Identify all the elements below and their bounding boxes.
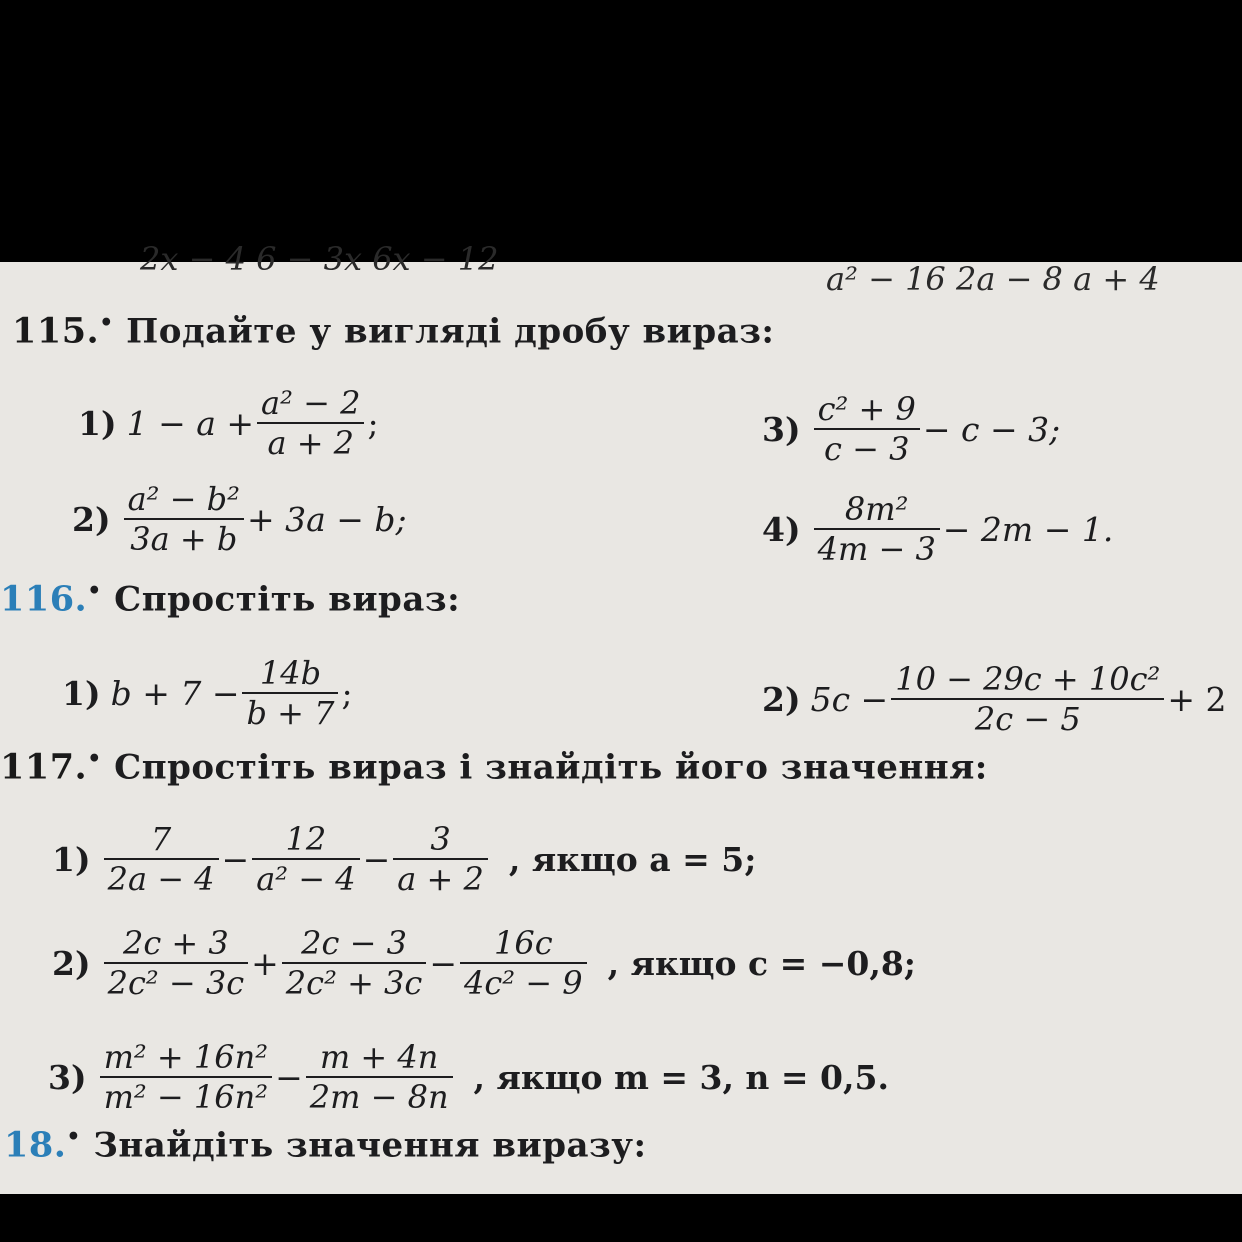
item-label: 3)	[48, 1057, 87, 1097]
expr-suffix: ;	[341, 673, 353, 713]
fraction	[393, 820, 488, 898]
exercise-number: 18.	[4, 1124, 67, 1166]
ex115-item-2	[72, 480, 407, 558]
difficulty-dot: •	[87, 746, 102, 772]
denominator: b + 7	[246, 694, 335, 732]
exercise-117-header	[0, 746, 988, 787]
expr-prefix: 5c −	[810, 679, 889, 719]
expr-prefix: 1 − a +	[126, 403, 255, 443]
fraction	[257, 384, 364, 462]
expr-suffix: − c − 3;	[922, 409, 1061, 449]
denominator: 2c − 5	[974, 700, 1081, 738]
exercise-116-header	[0, 578, 460, 619]
fraction	[891, 660, 1164, 738]
difficulty-dot: •	[99, 310, 114, 336]
ex115-item-3	[762, 390, 1060, 468]
condition: , якщо a = 5;	[508, 839, 757, 879]
exercise-118-header	[4, 1124, 647, 1165]
exercise-115-header	[12, 310, 774, 351]
fraction	[104, 924, 249, 1002]
item-label: 2)	[762, 679, 801, 719]
operator: −	[275, 1057, 303, 1097]
condition: , якщо m = 3, n = 0,5.	[473, 1057, 889, 1097]
denominator: 2a − 4	[107, 860, 215, 898]
exercise-title: Подайте у вигляді дробу вираз:	[126, 311, 775, 352]
condition: , якщо c = −0,8;	[607, 943, 916, 983]
exercise-number: 116.	[0, 578, 88, 620]
item-label: 2)	[72, 499, 111, 539]
expr-suffix: + 2	[1167, 679, 1227, 719]
fraction	[306, 1038, 453, 1116]
numerator: a² − 2	[261, 384, 361, 422]
fraction	[814, 490, 940, 568]
numerator: 14b	[259, 654, 322, 692]
denominator: 2c² − 3c	[107, 964, 245, 1002]
ex117-item-3	[48, 1038, 889, 1116]
denominator: a + 2	[397, 860, 484, 898]
numerator: a² − b²	[127, 480, 240, 518]
exercise-title: Знайдіть значення виразу:	[93, 1125, 647, 1166]
difficulty-dot: •	[66, 1124, 81, 1150]
fraction	[242, 654, 338, 732]
ex117-item-1	[52, 820, 756, 898]
numerator: m² + 16n²	[103, 1038, 269, 1076]
numerator: 7	[150, 820, 172, 858]
denominator: 3a + b	[130, 520, 238, 558]
ex116-item-2	[762, 660, 1226, 738]
exercise-title: Спростіть вираз:	[114, 579, 461, 620]
item-label: 4)	[762, 509, 801, 549]
ex115-item-4	[762, 490, 1113, 568]
fraction	[252, 820, 359, 898]
cut-off-top-left: 2x − 4 6 − 3x 6x − 12	[140, 240, 499, 278]
ex115-item-1	[78, 384, 379, 462]
item-label: 1)	[62, 673, 101, 713]
denominator: 2m − 8n	[309, 1078, 449, 1116]
item-label: 3)	[762, 409, 801, 449]
numerator: 2c + 3	[122, 924, 229, 962]
denominator: 2c² + 3c	[285, 964, 423, 1002]
denominator: 4c² − 9	[463, 964, 583, 1002]
operator: +	[251, 943, 279, 983]
numerator: c² + 9	[817, 390, 916, 428]
denominator: c − 3	[823, 430, 910, 468]
fraction	[100, 1038, 272, 1116]
item-label: 1)	[52, 839, 91, 879]
textbook-page	[0, 240, 1242, 1194]
fraction	[282, 924, 427, 1002]
numerator: 3	[430, 820, 451, 858]
expr-suffix: ;	[367, 403, 379, 443]
difficulty-dot: •	[87, 578, 102, 604]
exercise-number: 117.	[0, 746, 88, 788]
fraction	[124, 480, 244, 558]
operator: −	[221, 839, 250, 879]
numerator: m + 4n	[319, 1038, 439, 1076]
ex116-item-1	[62, 654, 353, 732]
numerator: 8m²	[844, 490, 909, 528]
operator: −	[429, 943, 457, 983]
cut-off-top-right: a² − 16 2a − 8 a + 4	[826, 260, 1160, 298]
denominator: a² − 4	[256, 860, 356, 898]
fraction	[814, 390, 920, 468]
denominator: 4m − 3	[817, 530, 936, 568]
exercise-title: Спростіть вираз і знайдіть його значення:	[114, 747, 988, 788]
operator: −	[362, 839, 391, 879]
numerator: 10 − 29c + 10c²	[895, 660, 1161, 698]
expr-suffix: − 2m − 1.	[942, 509, 1114, 549]
item-label: 1)	[78, 403, 117, 443]
fraction	[460, 924, 587, 1002]
numerator: 12	[285, 820, 327, 858]
fraction	[104, 820, 219, 898]
ex117-item-2	[52, 924, 916, 1002]
expr-prefix: b + 7 −	[110, 673, 240, 713]
denominator: a + 2	[267, 424, 355, 462]
numerator: 16c	[493, 924, 553, 962]
denominator: m² − 16n²	[103, 1078, 269, 1116]
expr-suffix: + 3a − b;	[246, 499, 407, 539]
exercise-number: 115.	[12, 310, 100, 352]
numerator: 2c − 3	[301, 924, 407, 962]
item-label: 2)	[52, 943, 91, 983]
